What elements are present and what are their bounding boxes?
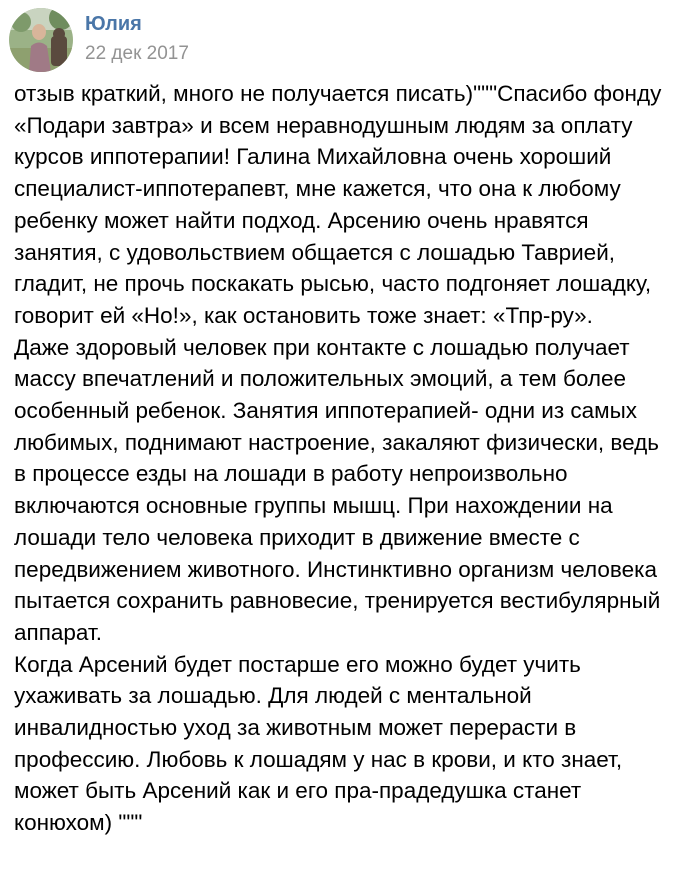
author-name-link[interactable]: Юлия: [85, 13, 142, 35]
post-paragraph-2: Даже здоровый человек при контакте с лошадью получает массу впечатлений и положительных эмоций, а тем более особенный ребенок. Занятия иппотерапией- одни из самых любимых, поднимают настроение, закаляют физически, ведь в процессе езды на лошади в работу непроизвольно включаются основные группы мышц. При нахождении на лошади тело человека приходит в движение вместе с передвижением животного. Инстинктивно организм человека пытается сохранить равновесие, тренируется вестибулярный аппарат.: [14, 334, 661, 645]
avatar-photo-icon: [9, 8, 73, 72]
post-paragraph-3: Когда Арсений будет постарше его можно будет учить ухаживать за лошадью. Для людей с ментальной инвалидностью уход за животным может перерасти в профессию. Любовь к лошадям у нас в крови, и кто знает, может быть Арсений как и его пра-прадедушка станет конюхом) """: [14, 651, 623, 836]
post-body: [14, 78, 666, 839]
post-paragraph-1: отзыв краткий, много не получается писать)"""Спасибо фонду «Подари завтра» и всем неравнодушным людям за оплату курсов иппотерапии! Галина Михайловна очень хороший специалист-иппотерапевт, мне кажется, что она к любому ребенку может найти подход. Арсению очень нравятся занятия, с удовольствием общается с лошадью Таврией, гладит, не прочь поскакать рысью, часто подгоняет лошадку, говорит ей «Но!», как остановить тоже знает: «Тпр-ру».: [14, 81, 662, 328]
avatar[interactable]: [9, 8, 73, 72]
post-header: [9, 8, 189, 76]
author-info: [85, 8, 189, 65]
post-date[interactable]: 22 дек 2017: [85, 43, 189, 64]
